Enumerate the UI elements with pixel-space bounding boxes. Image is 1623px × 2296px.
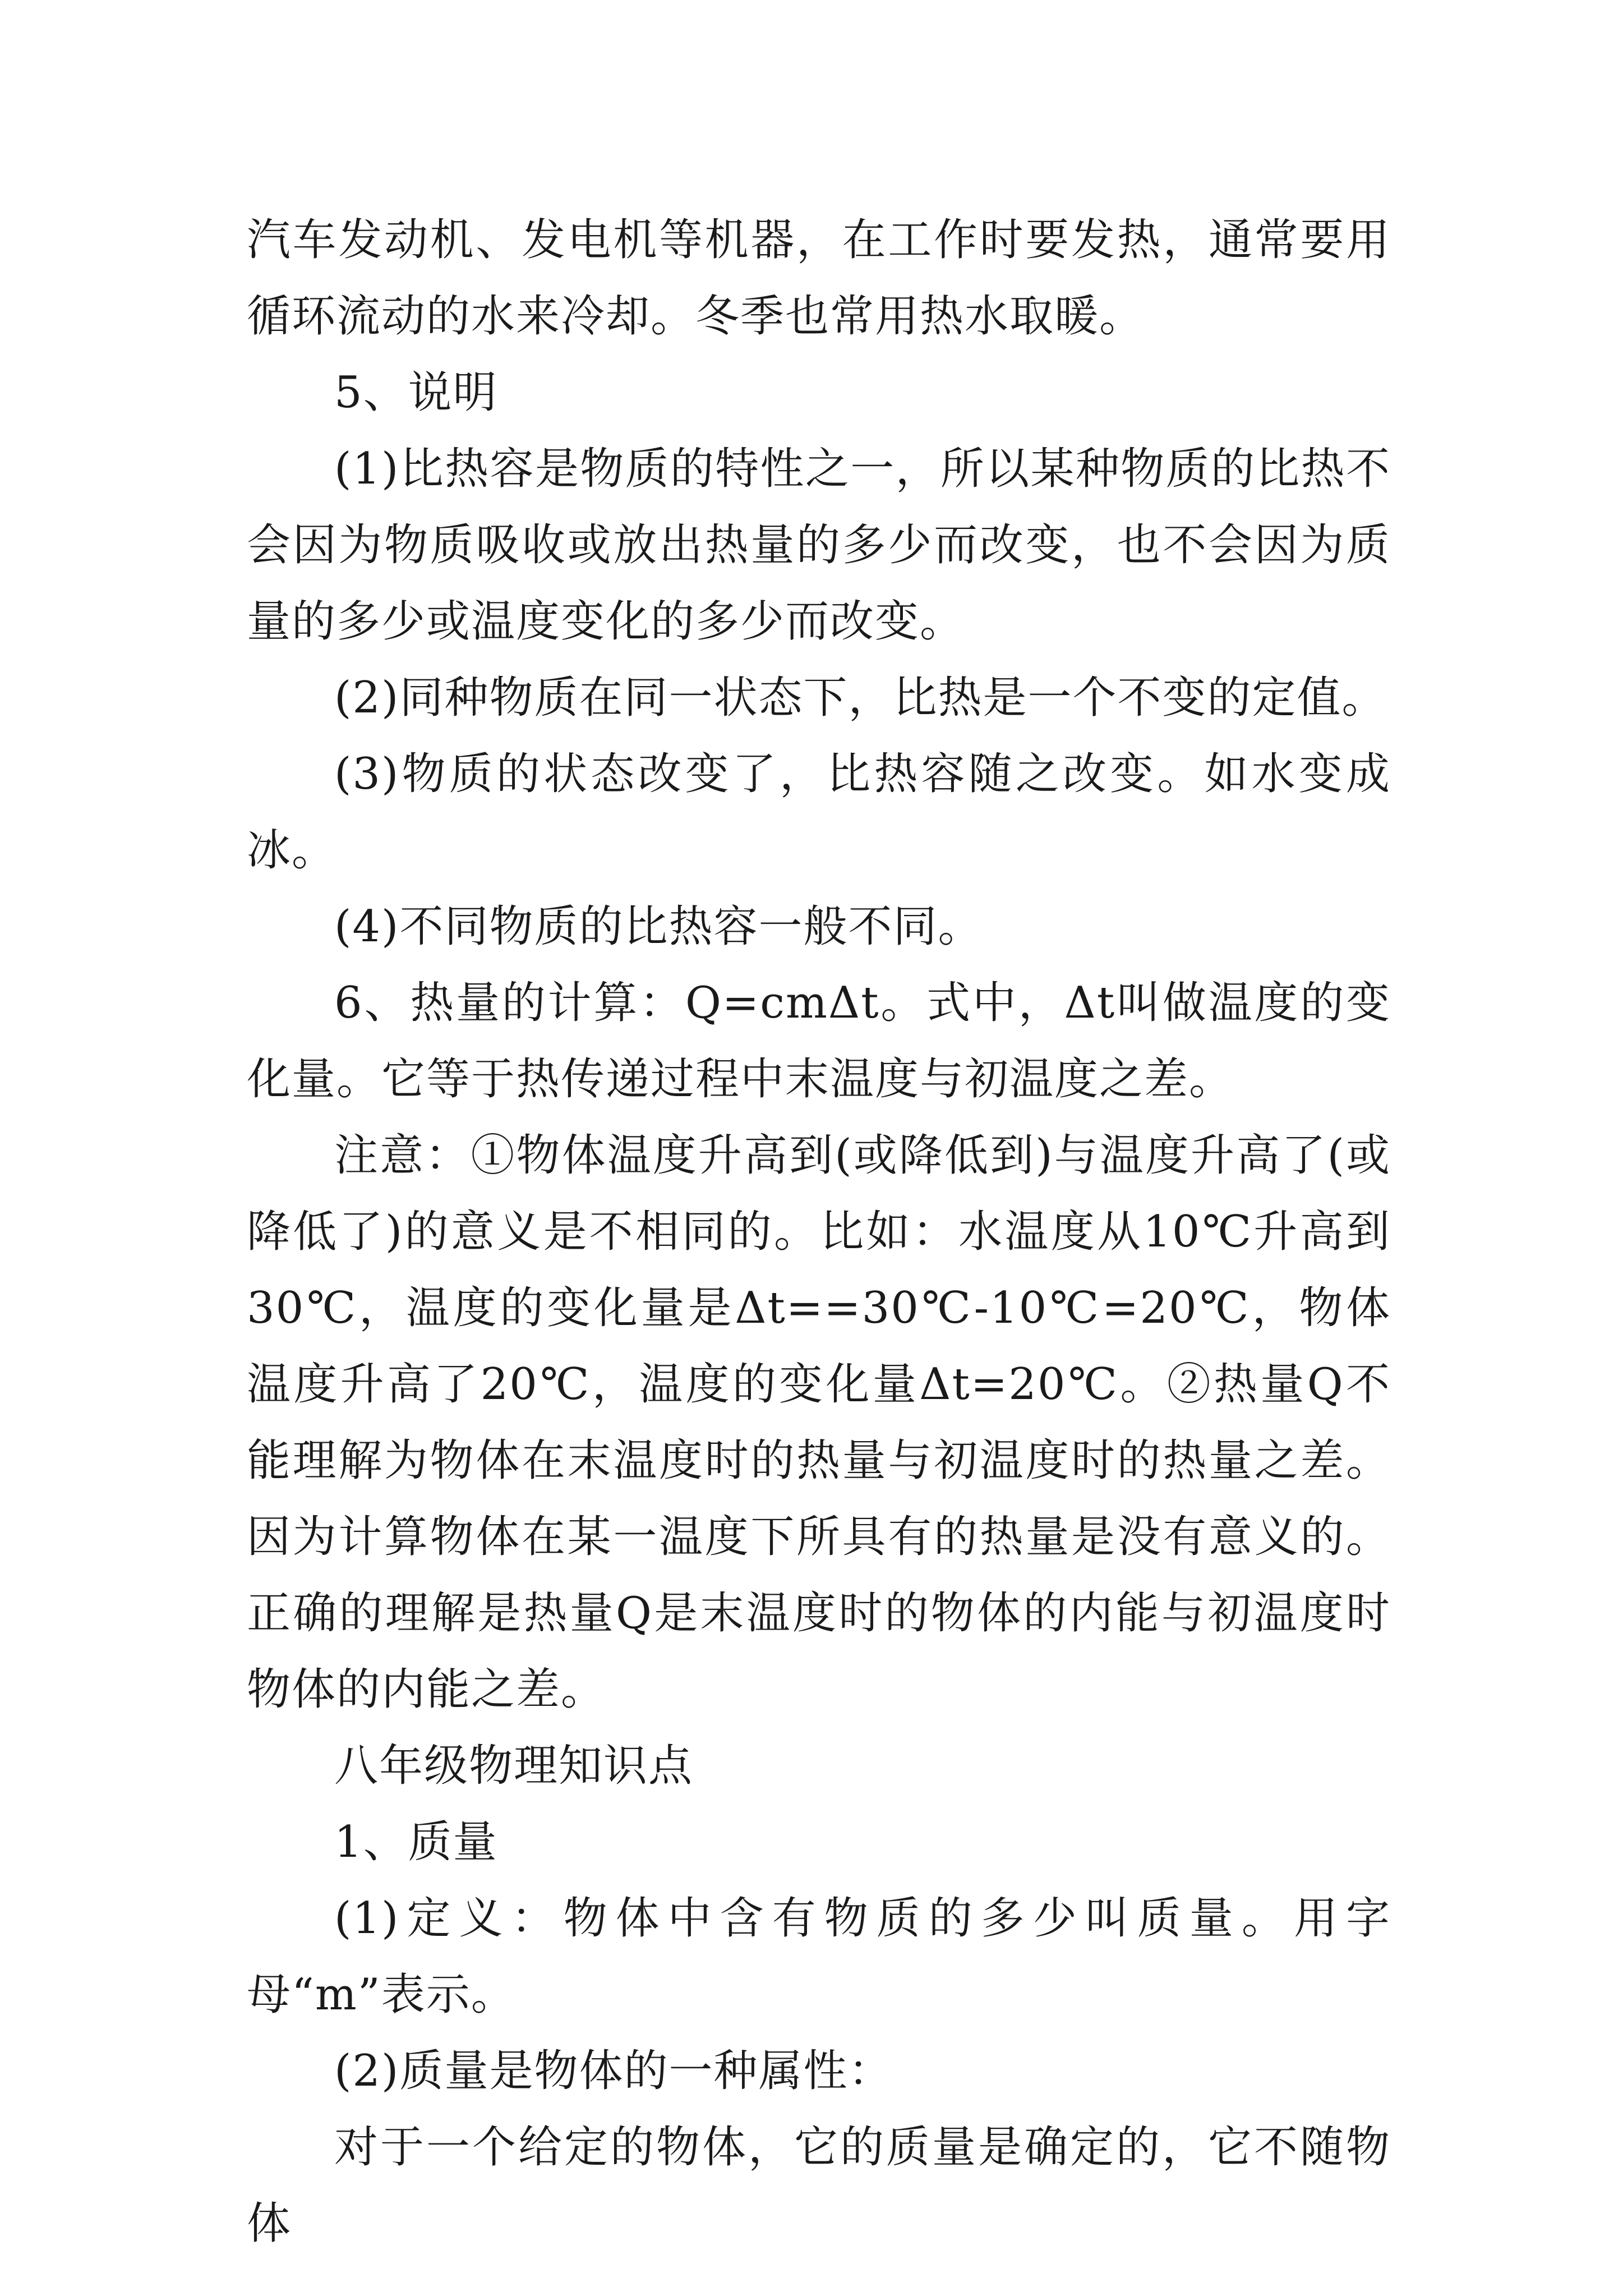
- paragraph-point-3: (3)物质的状态改变了，比热容随之改变。如水变成冰。: [247, 749, 1391, 876]
- paragraph-point-2: (2)同种物质在同一状态下，比热是一个不变的定值。: [334, 673, 1387, 723]
- paragraph-mass-property: (2)质量是物体的一种属性：: [334, 2046, 893, 2096]
- paragraph-mass-definition: (1)定义：物体中含有物质的多少叫质量。用字母“m”表示。: [247, 1893, 1391, 2020]
- paragraph-point-4: (4)不同物质的比热容一般不同。: [334, 901, 983, 952]
- paragraph-notes: 注意：①物体温度升高到(或降低到)与温度升高了(或降低了)的意义是不相同的。比如：水温度从10℃升高到30℃，温度的变化量是Δt==30℃-10℃=20℃，物体温度升高了20℃，温度的变化量Δt=20℃。②热量Q不能理解为物体在末温度时的热量与初温度时的热量之差。因为计算物体在某一温度下所具有的热量是没有意义的。正确的理解是热量Q是末温度时的物体的内能与初温度时物体的内能之差。: [247, 1130, 1391, 1715]
- paragraph-heat-calculation: 6、热量的计算：Q=cmΔt。式中，Δt叫做温度的变化量。它等于热传递过程中末温度与初温度之差。: [247, 978, 1391, 1105]
- paragraph-mass-given-object: 对于一个给定的物体，它的质量是确定的，它不随物体: [247, 2122, 1391, 2249]
- document-body: [247, 202, 1391, 2262]
- heading-explanation: 5、说明: [334, 367, 498, 418]
- paragraph-intro: 汽车发动机、发电机等机器，在工作时要发热，通常要用循环流动的水来冷却。冬季也常用热水取暖。: [247, 215, 1391, 342]
- heading-mass: 1、质量: [334, 1817, 498, 1867]
- paragraph-point-1: (1)比热容是物质的特性之一，所以某种物质的比热不会因为物质吸收或放出热量的多少而改变，也不会因为质量的多少或温度变化的多少而改变。: [247, 444, 1391, 647]
- section-title-grade8: 八年级物理知识点: [334, 1741, 694, 1791]
